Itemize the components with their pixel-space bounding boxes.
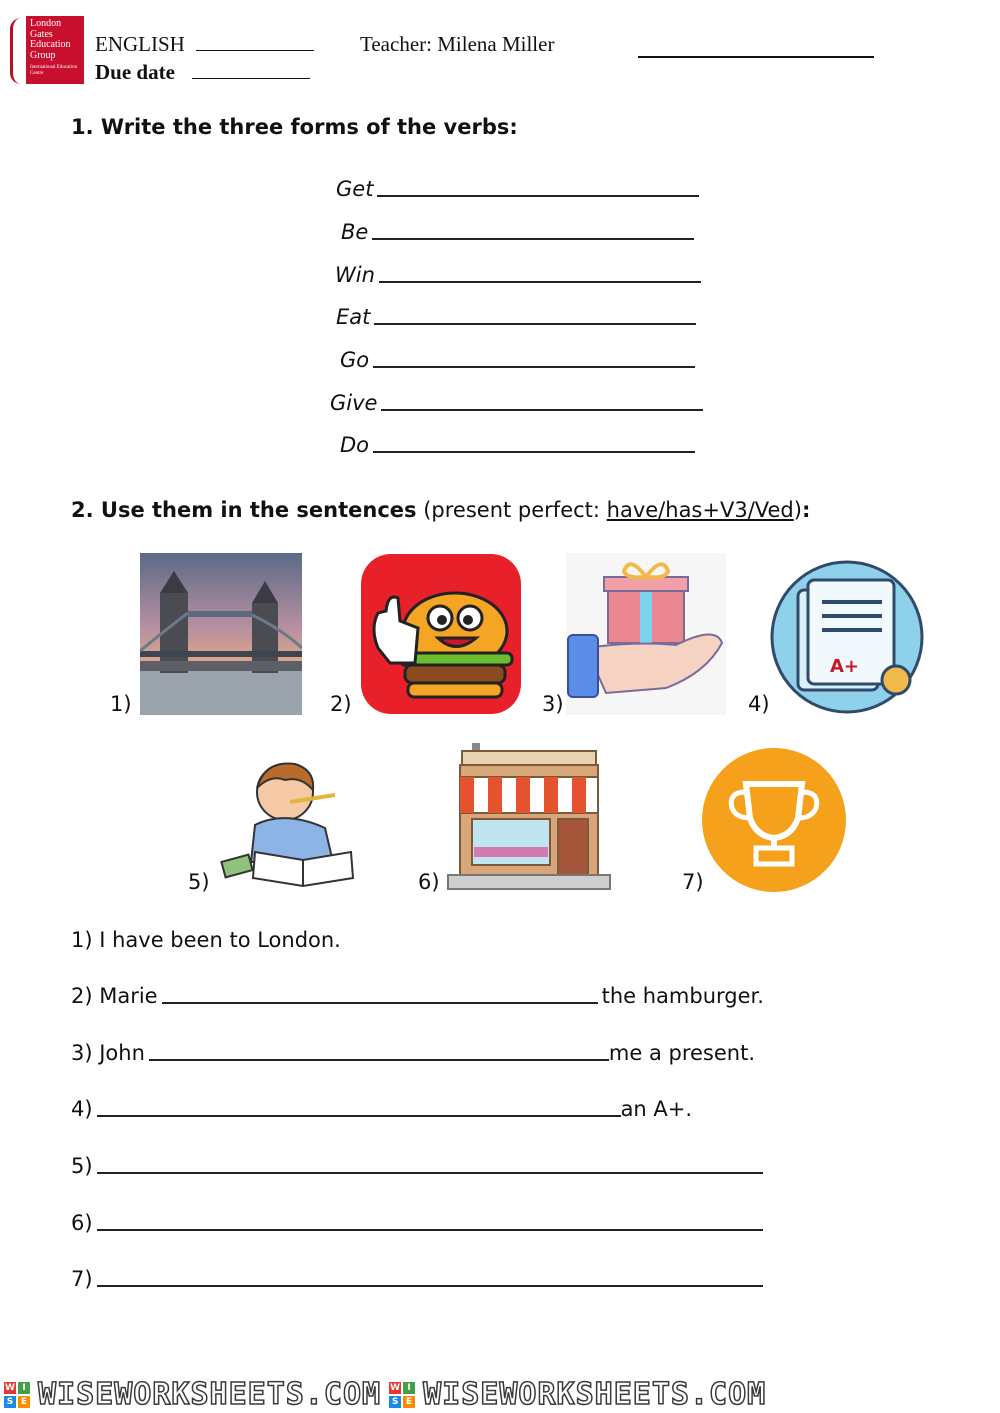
sentence-3-end: me a present. — [608, 1041, 755, 1065]
verb-label: Eat — [336, 305, 371, 329]
subject-line — [95, 32, 314, 57]
verb-answer-line[interactable] — [372, 238, 694, 240]
section2-heading-bold: 2. Use them in the sentences — [71, 498, 417, 522]
boy-studying-image — [215, 750, 361, 890]
picture-number: 3) — [542, 692, 564, 716]
sentence-3 — [71, 1041, 755, 1065]
due-date-blank[interactable] — [192, 78, 310, 79]
verb-label: Do — [340, 433, 370, 457]
wiseworksheets-logo-icon: W I S E — [389, 1382, 415, 1408]
school-logo — [26, 16, 84, 84]
verb-row-get — [330, 165, 699, 201]
sentence-4-answer-line[interactable] — [97, 1115, 621, 1117]
shop-icon — [442, 735, 614, 895]
verb-label: Go — [340, 348, 370, 372]
sentence-2-end: the hamburger. — [601, 984, 764, 1008]
sentence-7 — [71, 1267, 767, 1291]
sentence-5-start: 5) — [71, 1154, 93, 1178]
picture-number: 2) — [330, 692, 352, 716]
section2-heading-paren-open: (present perfect: — [416, 498, 607, 522]
picture-number: 4) — [748, 692, 770, 716]
sentence-4-start: 4) — [71, 1097, 93, 1121]
sentence-3-start: 3) John — [71, 1041, 145, 1065]
verb-answer-line[interactable] — [373, 366, 695, 368]
verb-label: Be — [341, 220, 369, 244]
subject-label: ENGLISH — [95, 32, 185, 56]
sentence-7-answer-line[interactable] — [97, 1285, 763, 1287]
name-blank[interactable] — [638, 56, 874, 58]
footer-brand-text: WISEWORKSHEETS.COM — [38, 1377, 382, 1412]
wiseworksheets-logo-icon: W I S E — [4, 1382, 30, 1408]
sentence-6 — [71, 1211, 767, 1235]
sentence-1-text: 1) I have been to London. — [71, 928, 341, 952]
due-date-line — [95, 60, 310, 85]
teacher-name: Teacher: Milena Miller — [360, 32, 555, 56]
sentence-5-answer-line[interactable] — [97, 1172, 763, 1174]
verb-row-be — [330, 208, 694, 244]
verb-answer-line[interactable] — [379, 281, 701, 283]
subject-blank[interactable] — [196, 50, 314, 51]
verb-answer-line[interactable] — [377, 195, 699, 197]
picture-number: 6) — [418, 870, 440, 894]
verb-row-win — [330, 251, 701, 287]
verb-answer-line[interactable] — [373, 451, 695, 453]
sentence-4-end: an A+. — [620, 1097, 693, 1121]
picture-number: 7) — [682, 870, 704, 894]
footer-brand-text-repeat: WISEWORKSHEETS.COM — [423, 1377, 767, 1412]
verb-label: Get — [336, 177, 374, 201]
footer-watermark — [0, 1376, 1000, 1413]
sentence-2-answer-line[interactable] — [162, 1002, 598, 1004]
sentence-1 — [71, 928, 341, 952]
verb-label: Give — [330, 391, 378, 415]
gift-in-hand-icon — [566, 553, 726, 715]
section2-heading-colon: : — [801, 498, 811, 522]
trophy-icon — [702, 748, 847, 893]
sentence-7-start: 7) — [71, 1267, 93, 1291]
sentence-6-start: 6) — [71, 1211, 93, 1235]
verb-row-eat — [330, 293, 696, 329]
verb-label: Win — [335, 263, 375, 287]
verb-answer-line[interactable] — [381, 409, 703, 411]
section1-heading: 1. Write the three forms of the verbs: — [71, 115, 518, 139]
verb-row-go — [330, 336, 695, 372]
sentence-3-answer-line[interactable] — [149, 1059, 609, 1061]
verb-row-give — [330, 379, 703, 415]
hamburger-icon — [360, 553, 522, 715]
due-date-label: Due date — [95, 60, 175, 84]
logo-bracket — [10, 18, 21, 84]
section2-formula: have/has+V3/Ved — [606, 498, 794, 522]
section2-heading-paren-close: ) — [793, 498, 802, 522]
logo-text: London Gates Education Group — [30, 18, 71, 61]
sentence-6-answer-line[interactable] — [97, 1229, 763, 1231]
awning — [460, 777, 598, 813]
verb-answer-line[interactable] — [374, 323, 696, 325]
picture-number: 5) — [188, 870, 210, 894]
sentence-5 — [71, 1154, 767, 1178]
verb-row-do — [330, 421, 695, 457]
sentence-2 — [71, 984, 764, 1008]
svg-text:A+: A+ — [830, 656, 860, 677]
certificate-icon — [770, 560, 924, 714]
tower-bridge-image — [140, 553, 302, 715]
section2-heading — [71, 498, 810, 522]
logo-small-text: International Education Centre — [30, 65, 78, 76]
picture-number: 1) — [110, 692, 132, 716]
sentence-2-start: 2) Marie — [71, 984, 158, 1008]
sentence-4 — [71, 1097, 692, 1121]
